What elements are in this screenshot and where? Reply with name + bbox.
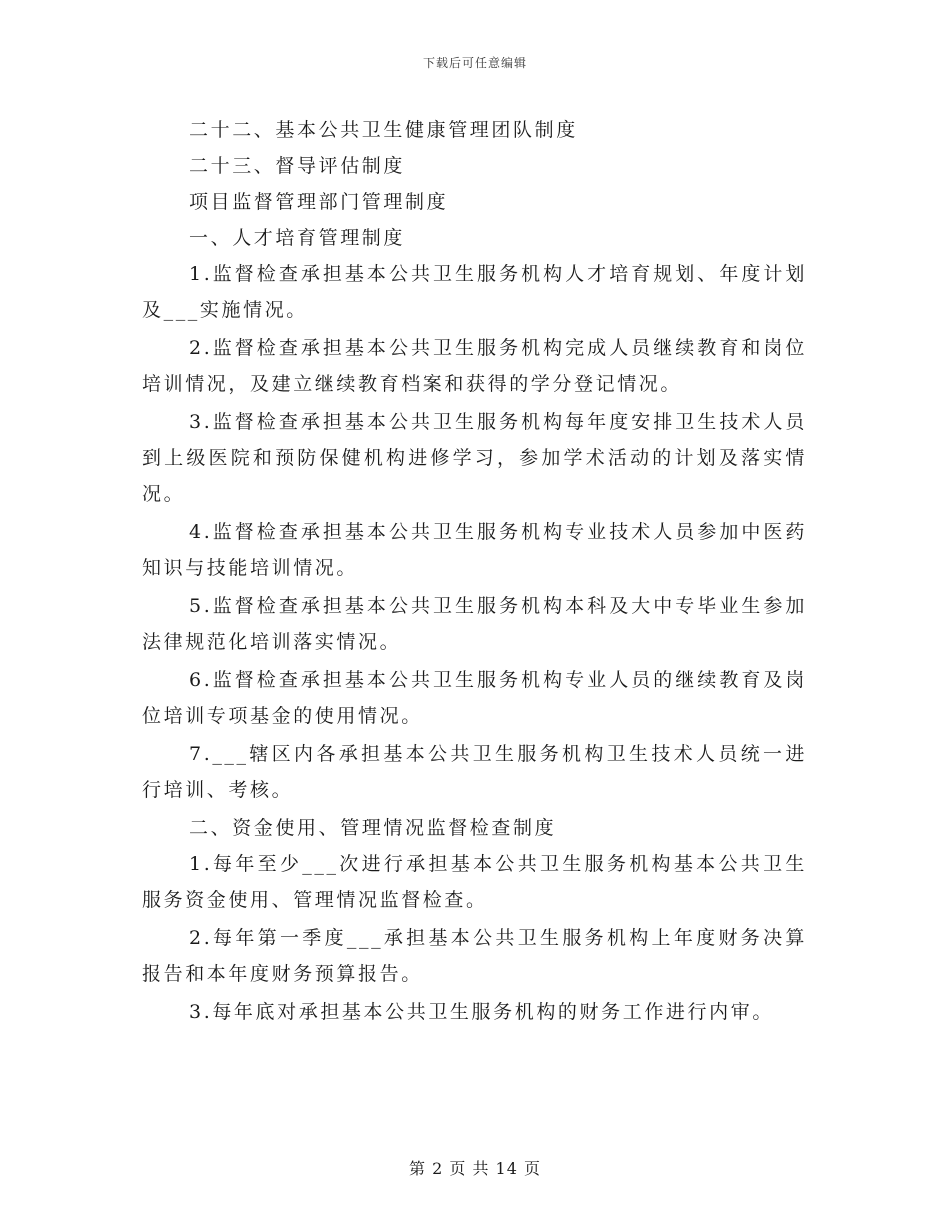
heading-section-2: 二、资金使用、管理情况监督检查制度 [189,817,557,839]
section1-item-4: 4.监督检查承担基本公共卫生服务机构专业技术人员参加中医药知识与技能培训情况。 [142,521,807,579]
page-footer: 第 2 页 共 14 页 [409,1159,541,1178]
section1-item-7: 7.___辖区内各承担基本公共卫生服务机构卫生技术人员统一进行培训、考核。 [142,743,807,801]
section1-item-5: 5.监督检查承担基本公共卫生服务机构本科及大中专毕业生参加法律规范化培训落实情况。 [142,595,807,653]
heading-section-1: 一、人才培育管理制度 [189,227,406,249]
heading-23: 二十三、督导评估制度 [189,155,406,177]
section1-item-1: 1.监督检查承担基本公共卫生服务机构人才培育规划、年度计划及___实施情况。 [142,263,807,321]
section2-item-1: 1.每年至少___次进行承担基本公共卫生服务机构基本公共卫生服务资金使用、管理情况监督检查。 [142,853,807,911]
document-body [142,112,807,1030]
section1-item-6: 6.监督检查承担基本公共卫生服务机构专业人员的继续教育及岗位培训专项基金的使用情况。 [142,669,807,727]
section1-item-2: 2.监督检查承担基本公共卫生服务机构完成人员继续教育和岗位培训情况，及建立继续教育档案和获得的学分登记情况。 [142,337,807,395]
heading-22: 二十二、基本公共卫生健康管理团队制度 [189,119,578,141]
heading-dept-rules: 项目监督管理部门管理制度 [189,191,449,213]
section2-item-2: 2.每年第一季度___承担基本公共卫生服务机构上年度财务决算报告和本年度财务预算报告。 [142,927,807,985]
page-header: 下载后可任意编辑 [422,56,527,70]
section1-item-3: 3.监督检查承担基本公共卫生服务机构每年度安排卫生技术人员到上级医院和预防保健机构进修学习，参加学术活动的计划及落实情况。 [142,411,807,505]
section2-item-3: 3.每年底对承担基本公共卫生服务机构的财务工作进行内审。 [189,1001,774,1023]
